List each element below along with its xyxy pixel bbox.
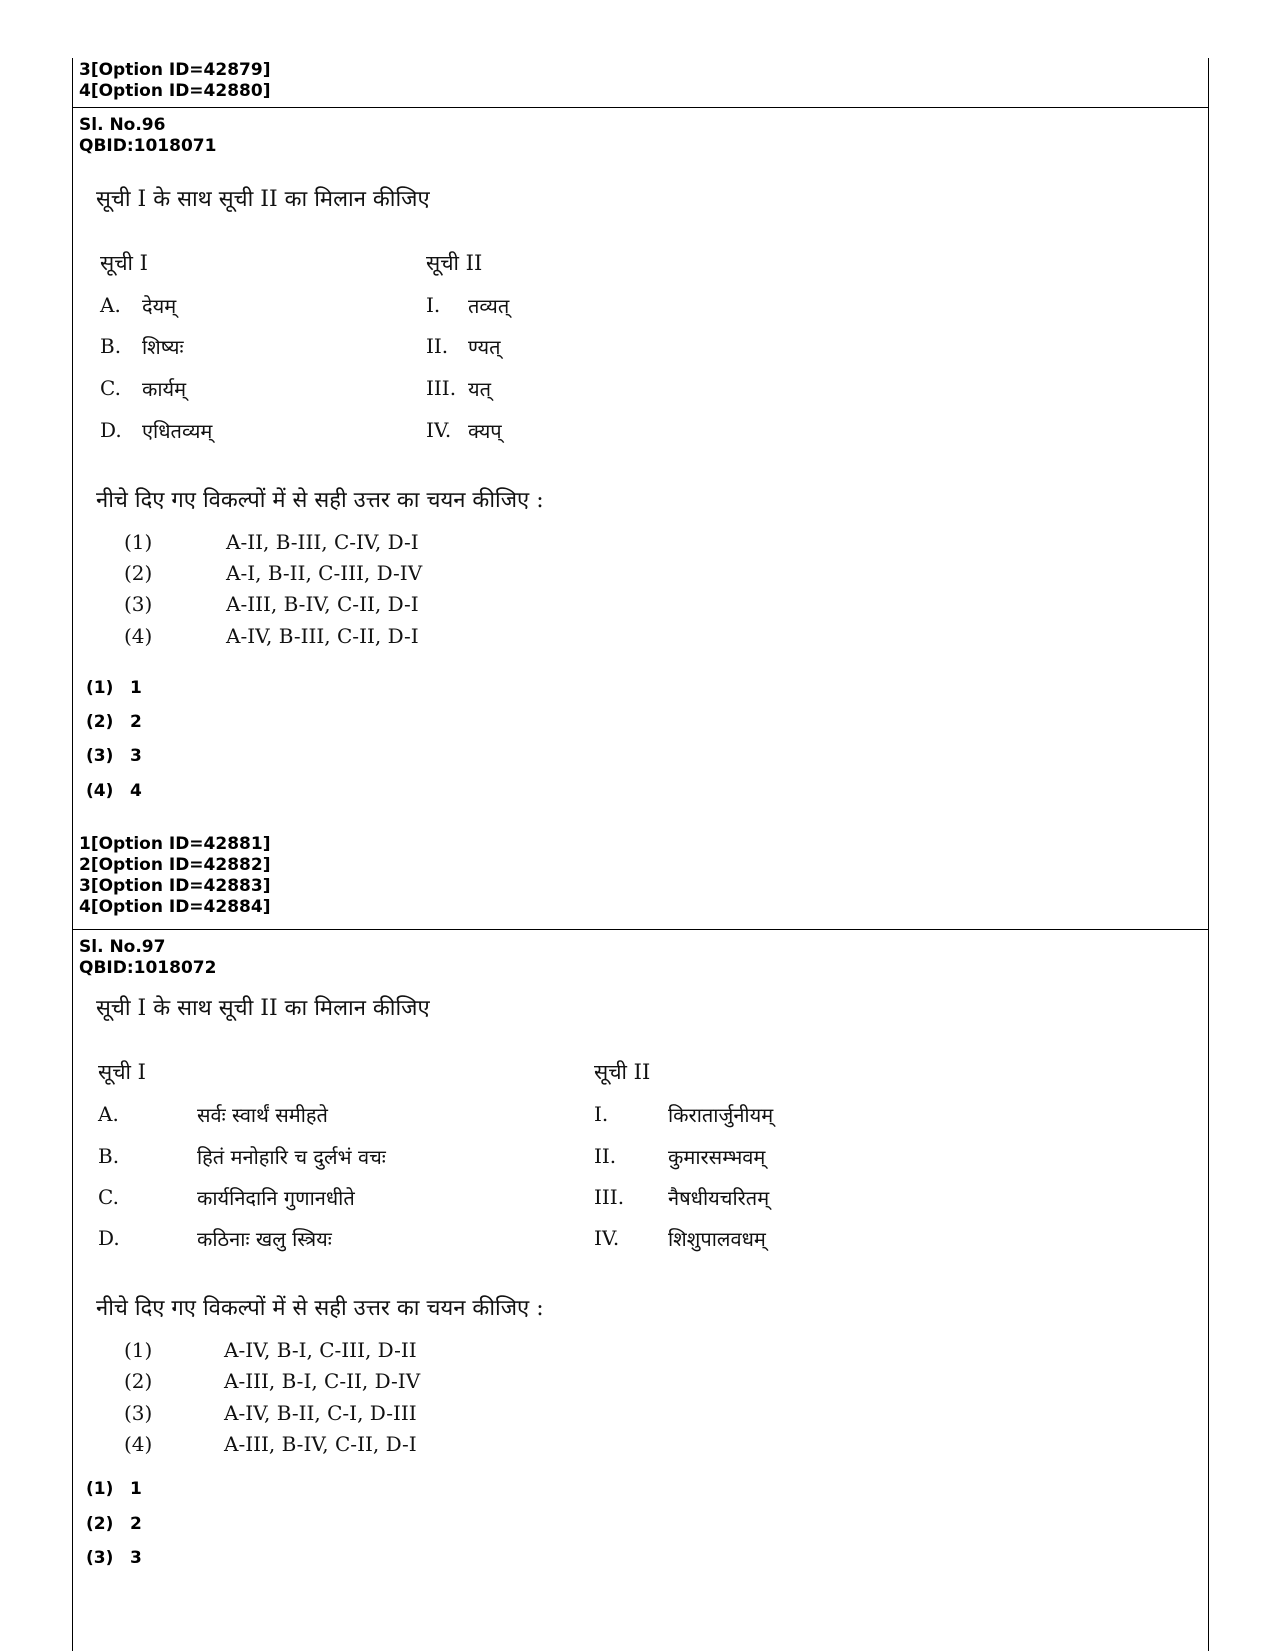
option-id-line: 3[Option ID=42883] — [79, 876, 271, 896]
choice-text: A-I, B-II, C-III, D-IV — [226, 561, 423, 585]
choice-number: (2) — [124, 561, 153, 585]
answer-option[interactable]: (3) 3 — [86, 746, 142, 766]
choice-text: A-II, B-III, C-IV, D-I — [226, 530, 419, 554]
answer-option[interactable]: (4) 4 — [86, 781, 142, 801]
choice-number: (4) — [124, 1432, 153, 1456]
list2-key: I. — [594, 1102, 609, 1126]
list2-key: II. — [594, 1144, 617, 1168]
list2-key: IV. — [594, 1226, 620, 1250]
list2-key: I. — [426, 293, 441, 317]
question-prompt: सूची I के साथ सूची II का मिलान कीजिए — [96, 187, 430, 212]
choice-text: A-III, B-IV, C-II, D-I — [226, 592, 419, 616]
list1-key: B. — [98, 1144, 120, 1168]
serial-number: Sl. No.97 — [79, 937, 166, 957]
list1-title: सूची I — [98, 1060, 146, 1084]
list1-item: कठिनाः खलु स्त्रियः — [197, 1227, 332, 1251]
frame-right-border — [1208, 58, 1209, 1651]
choice-text: A-IV, B-III, C-II, D-I — [226, 624, 419, 648]
list2-item: किरातार्जुनीयम् — [668, 1103, 774, 1127]
list1-item: देयम् — [142, 294, 177, 318]
list1-key: C. — [100, 376, 121, 400]
list1-item: हितं मनोहारि च दुर्लभं वचः — [197, 1145, 386, 1169]
list2-item: शिशुपालवधम् — [668, 1227, 766, 1251]
list1-key: A. — [98, 1102, 119, 1126]
choice-text: A-III, B-IV, C-II, D-I — [224, 1432, 417, 1456]
list2-title: सूची II — [426, 251, 483, 275]
choice-number: (1) — [124, 530, 153, 554]
choice-number: (1) — [124, 1338, 153, 1362]
list2-item: नैषधीयचरितम् — [668, 1186, 770, 1210]
list2-key: III. — [426, 376, 457, 400]
answer-option[interactable]: (2) 2 — [86, 1514, 142, 1534]
instruction: नीचे दिए गए विकल्पों में से सही उत्तर का चयन कीजिए : — [96, 1296, 544, 1321]
list2-item: क्यप् — [468, 419, 502, 443]
question-prompt: सूची I के साथ सूची II का मिलान कीजिए — [96, 996, 430, 1021]
list1-item: कार्यम् — [142, 377, 187, 401]
qbid: QBID:1018072 — [79, 958, 217, 978]
list2-item: कुमारसम्भवम् — [668, 1145, 766, 1169]
choice-number: (4) — [124, 624, 153, 648]
answer-option[interactable]: (3) 3 — [86, 1548, 142, 1568]
list1-item: एधितव्यम् — [142, 419, 213, 443]
option-id-line: 4[Option ID=42880] — [79, 81, 271, 101]
choice-number: (2) — [124, 1369, 153, 1393]
list2-key: III. — [594, 1185, 625, 1209]
list1-item: सर्वः स्वार्थं समीहते — [197, 1103, 328, 1127]
instruction: नीचे दिए गए विकल्पों में से सही उत्तर का चयन कीजिए : — [96, 488, 544, 513]
answer-option[interactable]: (1) 1 — [86, 1479, 142, 1499]
option-id-line: 4[Option ID=42884] — [79, 897, 271, 917]
list1-key: C. — [98, 1185, 119, 1209]
list2-key: II. — [426, 334, 449, 358]
list1-key: D. — [100, 418, 122, 442]
choice-number: (3) — [124, 1401, 153, 1425]
qbid: QBID:1018071 — [79, 136, 217, 156]
list2-item: ण्यत् — [468, 335, 501, 359]
list1-item: कार्यनिदानि गुणानधीते — [197, 1186, 355, 1210]
list1-title: सूची I — [100, 251, 148, 275]
list1-key: A. — [100, 293, 121, 317]
answer-option[interactable]: (2) 2 — [86, 712, 142, 732]
divider-q97 — [72, 929, 1209, 930]
option-id-line: 3[Option ID=42879] — [79, 60, 271, 80]
list2-key: IV. — [426, 418, 452, 442]
option-id-line: 2[Option ID=42882] — [79, 855, 271, 875]
list1-item: शिष्यः — [142, 335, 184, 359]
list2-title: सूची II — [594, 1060, 651, 1084]
frame-left-border — [72, 58, 73, 1651]
choice-number: (3) — [124, 592, 153, 616]
list2-item: यत् — [468, 377, 491, 401]
divider-q96 — [72, 107, 1209, 108]
serial-number: Sl. No.96 — [79, 115, 166, 135]
option-id-line: 1[Option ID=42881] — [79, 834, 271, 854]
choice-text: A-III, B-I, C-II, D-IV — [224, 1369, 421, 1393]
answer-option[interactable]: (1) 1 — [86, 678, 142, 698]
choice-text: A-IV, B-II, C-I, D-III — [224, 1401, 417, 1425]
list2-item: तव्यत् — [468, 294, 510, 318]
choice-text: A-IV, B-I, C-III, D-II — [224, 1338, 417, 1362]
list1-key: D. — [98, 1226, 120, 1250]
list1-key: B. — [100, 334, 122, 358]
